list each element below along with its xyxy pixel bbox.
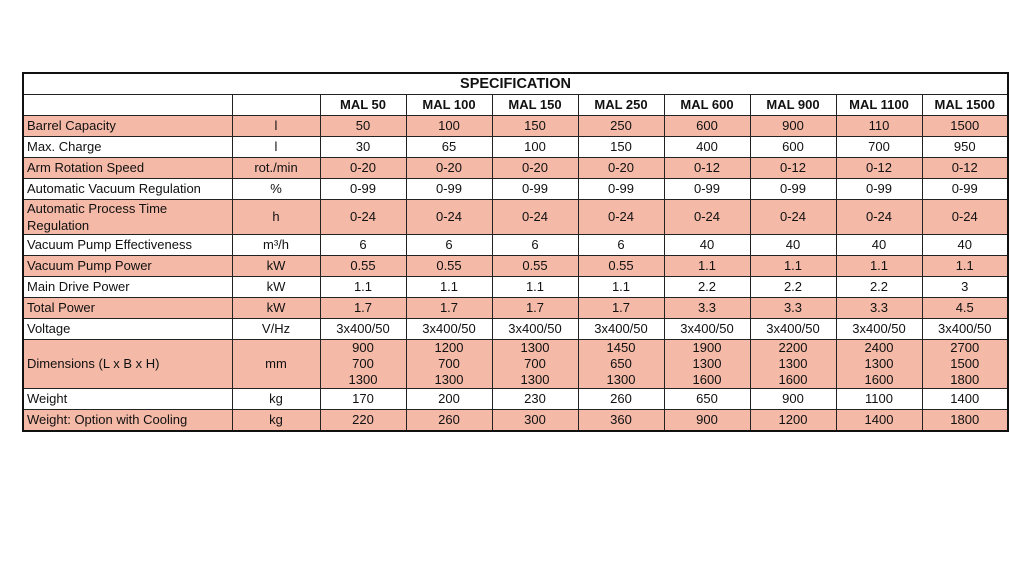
dimension-length: 1450 — [606, 340, 636, 355]
table-cell: 1100 — [836, 389, 922, 410]
table-cell: 400 — [664, 137, 750, 158]
table-cell: 1.1 — [492, 277, 578, 298]
table-row — [23, 137, 1008, 158]
table-cell: 1.1 — [664, 256, 750, 277]
table-cell: 1.1 — [578, 277, 664, 298]
table-cell: 2.2 — [664, 277, 750, 298]
table-cell: 100 — [406, 116, 492, 137]
row-label: Weight — [23, 389, 232, 410]
table-cell: 300 — [492, 410, 578, 432]
table-cell: 2.2 — [836, 277, 922, 298]
dimension-height: 1600 — [778, 372, 808, 387]
table-cell: 6 — [406, 235, 492, 256]
model-header: MAL 150 — [492, 95, 578, 116]
table-cell: 0-99 — [922, 179, 1008, 200]
table-cell: 40 — [836, 235, 922, 256]
table-cell: 0-24 — [664, 200, 750, 235]
table-cell: 0.55 — [578, 256, 664, 277]
table-cell: 30 — [320, 137, 406, 158]
table-row — [23, 200, 1008, 235]
table-cell: 40 — [750, 235, 836, 256]
dimension-cell — [320, 340, 406, 389]
table-row — [23, 389, 1008, 410]
dimension-width: 1300 — [778, 356, 808, 371]
model-header: MAL 1500 — [922, 95, 1008, 116]
table-cell: 0-99 — [492, 179, 578, 200]
dimension-width: 1300 — [692, 356, 722, 371]
table-row — [23, 319, 1008, 340]
table-cell: 0-99 — [836, 179, 922, 200]
table-cell: 3x400/50 — [320, 319, 406, 340]
table-cell: 0-24 — [578, 200, 664, 235]
dimension-height: 1600 — [864, 372, 894, 387]
row-unit: V/Hz — [232, 319, 320, 340]
table-cell: 1.1 — [406, 277, 492, 298]
dimension-length: 2400 — [864, 340, 894, 355]
table-cell: 3x400/50 — [750, 319, 836, 340]
table-cell: 50 — [320, 116, 406, 137]
table-cell: 1200 — [750, 410, 836, 432]
row-unit: kW — [232, 256, 320, 277]
table-cell: 3.3 — [836, 298, 922, 319]
table-cell: 3x400/50 — [664, 319, 750, 340]
row-unit: kg — [232, 410, 320, 432]
dimension-height: 1300 — [606, 372, 636, 387]
model-header: MAL 900 — [750, 95, 836, 116]
table-cell: 3x400/50 — [492, 319, 578, 340]
table-cell: 150 — [578, 137, 664, 158]
table-cell: 230 — [492, 389, 578, 410]
table-cell: 1.7 — [578, 298, 664, 319]
model-header: MAL 100 — [406, 95, 492, 116]
table-cell: 220 — [320, 410, 406, 432]
table-cell: 2.2 — [750, 277, 836, 298]
table-cell: 3 — [922, 277, 1008, 298]
table-cell: 900 — [750, 116, 836, 137]
table-cell: 1.1 — [750, 256, 836, 277]
row-label: Barrel Capacity — [23, 116, 232, 137]
dimension-width: 1500 — [950, 356, 980, 371]
table-cell: 0-20 — [492, 158, 578, 179]
table-cell: 0-99 — [406, 179, 492, 200]
row-unit: mm — [232, 340, 320, 389]
table-cell: 0-12 — [664, 158, 750, 179]
table-cell: 0.55 — [320, 256, 406, 277]
row-unit: kW — [232, 277, 320, 298]
table-cell: 65 — [406, 137, 492, 158]
table-cell: 0-20 — [320, 158, 406, 179]
table-cell: 0.55 — [492, 256, 578, 277]
header-blank-label — [23, 95, 232, 116]
table-cell: 0-99 — [320, 179, 406, 200]
table-cell: 0-24 — [750, 200, 836, 235]
dimension-length: 900 — [352, 340, 374, 355]
dimension-cell — [836, 340, 922, 389]
table-cell: 1.7 — [320, 298, 406, 319]
table-cell: 1400 — [836, 410, 922, 432]
dimension-length: 2200 — [778, 340, 808, 355]
table-cell: 1800 — [922, 410, 1008, 432]
row-unit: % — [232, 179, 320, 200]
table-cell: 1.7 — [406, 298, 492, 319]
table-cell: 170 — [320, 389, 406, 410]
table-cell: 6 — [578, 235, 664, 256]
dimension-length: 2700 — [950, 340, 980, 355]
table-cell: 3x400/50 — [836, 319, 922, 340]
dimension-height: 1300 — [520, 372, 550, 387]
dimension-cell — [406, 340, 492, 389]
row-label: Automatic Process Time Regulation — [23, 200, 232, 235]
table-cell: 200 — [406, 389, 492, 410]
table-cell: 900 — [664, 410, 750, 432]
table-cell: 3.3 — [750, 298, 836, 319]
table-cell: 950 — [922, 137, 1008, 158]
table-cell: 0-24 — [406, 200, 492, 235]
dimension-height: 1300 — [348, 372, 378, 387]
table-cell: 3x400/50 — [406, 319, 492, 340]
row-label: Voltage — [23, 319, 232, 340]
model-header: MAL 50 — [320, 95, 406, 116]
row-unit: kg — [232, 389, 320, 410]
table-cell: 4.5 — [922, 298, 1008, 319]
dimension-cell — [922, 340, 1008, 389]
table-row — [23, 256, 1008, 277]
table-cell: 3.3 — [664, 298, 750, 319]
table-cell: 0-12 — [750, 158, 836, 179]
table-cell: 600 — [750, 137, 836, 158]
table-cell: 6 — [492, 235, 578, 256]
table-cell: 1.7 — [492, 298, 578, 319]
table-cell: 600 — [664, 116, 750, 137]
table-cell: 0-24 — [320, 200, 406, 235]
table-title: SPECIFICATION — [23, 73, 1008, 95]
dimension-height: 1600 — [692, 372, 722, 387]
table-cell: 100 — [492, 137, 578, 158]
row-unit: kW — [232, 298, 320, 319]
table-cell: 1400 — [922, 389, 1008, 410]
row-label: Weight: Option with Cooling — [23, 410, 232, 432]
table-cell: 0-20 — [578, 158, 664, 179]
dimension-width: 650 — [610, 356, 632, 371]
dimension-width: 700 — [438, 356, 460, 371]
table-cell: 1.1 — [836, 256, 922, 277]
dimension-length: 1300 — [520, 340, 550, 355]
row-unit: m³/h — [232, 235, 320, 256]
dimension-cell — [578, 340, 664, 389]
dimension-cell — [664, 340, 750, 389]
table-cell: 1.1 — [320, 277, 406, 298]
table-cell: 250 — [578, 116, 664, 137]
table-row — [23, 158, 1008, 179]
table-cell: 700 — [836, 137, 922, 158]
specification-table — [22, 72, 1009, 432]
table-row — [23, 179, 1008, 200]
row-label: Max. Charge — [23, 137, 232, 158]
model-header: MAL 600 — [664, 95, 750, 116]
table-cell: 1.1 — [922, 256, 1008, 277]
table-cell: 0-99 — [664, 179, 750, 200]
header-blank-unit — [232, 95, 320, 116]
dimension-cell — [492, 340, 578, 389]
dimension-width: 1300 — [864, 356, 894, 371]
row-label: Total Power — [23, 298, 232, 319]
table-row — [23, 298, 1008, 319]
dimension-height: 1800 — [950, 372, 980, 387]
dimension-width: 700 — [352, 356, 374, 371]
row-label: Arm Rotation Speed — [23, 158, 232, 179]
table-cell: 3x400/50 — [578, 319, 664, 340]
table-cell: 110 — [836, 116, 922, 137]
row-unit: h — [232, 200, 320, 235]
table-cell: 260 — [578, 389, 664, 410]
row-unit: l — [232, 137, 320, 158]
table-cell: 0-20 — [406, 158, 492, 179]
table-cell: 1500 — [922, 116, 1008, 137]
table-cell: 360 — [578, 410, 664, 432]
table-row — [23, 340, 1008, 389]
table-cell: 40 — [922, 235, 1008, 256]
table-cell: 150 — [492, 116, 578, 137]
table-cell: 40 — [664, 235, 750, 256]
row-label: Automatic Vacuum Regulation — [23, 179, 232, 200]
table-cell: 260 — [406, 410, 492, 432]
table-row — [23, 116, 1008, 137]
model-header: MAL 1100 — [836, 95, 922, 116]
table-cell: 3x400/50 — [922, 319, 1008, 340]
specification-sheet — [22, 72, 1003, 432]
model-header: MAL 250 — [578, 95, 664, 116]
dimension-cell — [750, 340, 836, 389]
table-cell: 650 — [664, 389, 750, 410]
table-cell: 0-12 — [922, 158, 1008, 179]
row-label: Vacuum Pump Effectiveness — [23, 235, 232, 256]
table-cell: 0-12 — [836, 158, 922, 179]
table-cell: 0-24 — [492, 200, 578, 235]
table-cell: 6 — [320, 235, 406, 256]
table-cell: 0-99 — [750, 179, 836, 200]
table-cell: 0-24 — [836, 200, 922, 235]
row-label: Dimensions (L x B x H) — [23, 340, 232, 389]
table-cell: 0-99 — [578, 179, 664, 200]
row-label: Main Drive Power — [23, 277, 232, 298]
dimension-length: 1200 — [434, 340, 464, 355]
table-cell: 900 — [750, 389, 836, 410]
table-cell: 0.55 — [406, 256, 492, 277]
row-label: Vacuum Pump Power — [23, 256, 232, 277]
table-row — [23, 235, 1008, 256]
header-row — [23, 95, 1008, 116]
row-unit: l — [232, 116, 320, 137]
dimension-height: 1300 — [434, 372, 464, 387]
dimension-width: 700 — [524, 356, 546, 371]
table-cell: 0-24 — [922, 200, 1008, 235]
table-row — [23, 277, 1008, 298]
row-unit: rot./min — [232, 158, 320, 179]
dimension-length: 1900 — [692, 340, 722, 355]
table-row — [23, 410, 1008, 432]
